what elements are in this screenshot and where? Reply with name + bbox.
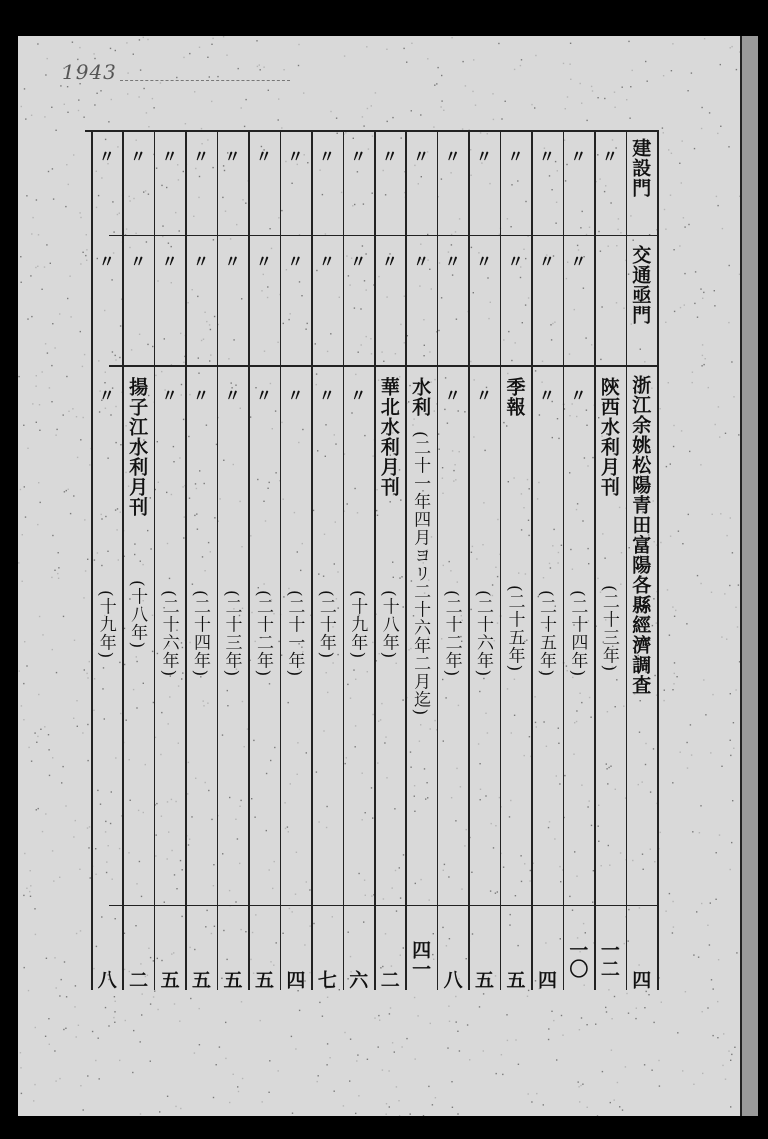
ditto-mark: 〃 — [350, 386, 367, 405]
row-title: 浙江余姚松陽青田富陽各縣經濟調査 — [629, 375, 652, 695]
column-rule — [343, 130, 345, 990]
ditto-mark: 〃 — [224, 252, 241, 271]
column-rule — [437, 130, 439, 990]
row-years: (二十四年) — [190, 590, 211, 678]
row-count: 二 — [126, 970, 149, 989]
row-years: (十八年) — [378, 590, 399, 660]
column-rule — [657, 130, 659, 990]
column-rule — [563, 130, 565, 990]
column-rule — [500, 130, 502, 990]
row-count: 五 — [251, 970, 274, 989]
category-label: 建設門 — [629, 138, 652, 198]
ditto-mark: 〃 — [161, 386, 178, 405]
row-count: 一二 — [597, 940, 620, 978]
row-years: (二十二年) — [441, 590, 462, 678]
column-rule — [185, 130, 187, 990]
ditto-mark: 〃 — [318, 386, 335, 405]
column-rule — [594, 130, 596, 990]
ditto-mark: 〃 — [381, 252, 398, 271]
ditto-mark: 〃 — [255, 147, 272, 166]
row-count: 七 — [314, 970, 337, 989]
row-count: 六 — [346, 970, 369, 989]
column-rule — [154, 130, 156, 990]
row-count: 八 — [440, 970, 463, 989]
ditto-mark: 〃 — [601, 147, 618, 166]
ditto-mark: 〃 — [444, 386, 461, 405]
ditto-mark: 〃 — [255, 252, 272, 271]
ditto-mark: 〃 — [444, 147, 461, 166]
category-rule-2 — [109, 365, 657, 367]
row-years: (十九年) — [347, 590, 368, 660]
row-count: 八 — [94, 970, 117, 989]
row-years: (二十一年) — [284, 590, 305, 678]
column-rule — [122, 130, 124, 990]
column-rule — [91, 130, 93, 990]
row-years: (二十三年) — [598, 585, 619, 673]
row-count: 五 — [189, 970, 212, 989]
row-count: 四 — [534, 970, 557, 989]
column-rule — [374, 130, 376, 990]
row-count: 四 — [629, 970, 652, 989]
ditto-mark: 〃 — [98, 147, 115, 166]
row-title: 季報 — [503, 377, 526, 417]
table-top-rule — [85, 130, 657, 132]
ditto-mark: 〃 — [287, 147, 304, 166]
ditto-mark: 〃 — [98, 386, 115, 405]
row-years: (二十年) — [315, 590, 336, 660]
row-years: (二十二年) — [252, 590, 273, 678]
row-years: (二十五年) — [535, 590, 556, 678]
ditto-mark: 〃 — [538, 386, 555, 405]
ditto-mark: 〃 — [538, 147, 555, 166]
row-years: (二十四年) — [567, 590, 588, 678]
ditto-mark: 〃 — [538, 252, 555, 271]
ditto-mark: 〃 — [98, 252, 115, 271]
ditto-mark: 〃 — [507, 252, 524, 271]
category-label: 交通亟門 — [629, 245, 652, 325]
ditto-mark: 〃 — [570, 386, 587, 405]
ditto-mark: 〃 — [350, 252, 367, 271]
ditto-mark: 〃 — [413, 147, 430, 166]
ditto-mark: 〃 — [476, 147, 493, 166]
row-count: 五 — [220, 970, 243, 989]
ditto-mark: 〃 — [570, 252, 587, 271]
row-count: 五 — [503, 970, 526, 989]
column-rule — [531, 130, 533, 990]
row-years: (二十六年) — [158, 590, 179, 678]
count-rule — [109, 905, 657, 906]
ditto-mark: 〃 — [193, 147, 210, 166]
row-count: 五 — [157, 970, 180, 989]
ditto-mark: 〃 — [130, 252, 147, 271]
ditto-mark: 〃 — [570, 147, 587, 166]
ditto-mark: 〃 — [130, 147, 147, 166]
row-years: (二十三年) — [221, 590, 242, 678]
row-title: 華北水利月刊 — [377, 377, 400, 497]
column-rule — [217, 130, 219, 990]
ditto-mark: 〃 — [287, 252, 304, 271]
row-count: 四一 — [409, 940, 432, 978]
row-count: 五 — [472, 970, 495, 989]
row-count: 一〇 — [566, 940, 589, 978]
row-years: (十九年) — [95, 590, 116, 660]
column-rule — [280, 130, 282, 990]
column-rule — [468, 130, 470, 990]
ditto-mark: 〃 — [350, 147, 367, 166]
ditto-mark: 〃 — [444, 252, 461, 271]
ditto-mark: 〃 — [255, 386, 272, 405]
ditto-mark: 〃 — [224, 147, 241, 166]
row-title: 水利 — [409, 377, 432, 417]
category-rule-1 — [109, 235, 657, 236]
row-years: (二十一年四月ヨリ二十六年二月迄) — [410, 431, 431, 717]
row-title: 揚子江水利月刊 — [126, 377, 149, 517]
ditto-mark: 〃 — [413, 252, 430, 271]
row-years: (十八年) — [127, 580, 148, 650]
row-years: (二十五年) — [504, 585, 525, 673]
ditto-mark: 〃 — [287, 386, 304, 405]
column-rule — [626, 130, 628, 990]
ditto-mark: 〃 — [161, 147, 178, 166]
ditto-mark: 〃 — [193, 386, 210, 405]
ditto-mark: 〃 — [476, 252, 493, 271]
row-count: 二 — [377, 970, 400, 989]
ditto-mark: 〃 — [476, 386, 493, 405]
ditto-mark: 〃 — [507, 147, 524, 166]
ditto-mark: 〃 — [381, 147, 398, 166]
ditto-mark: 〃 — [193, 252, 210, 271]
ditto-mark: 〃 — [318, 147, 335, 166]
column-rule — [405, 130, 407, 990]
row-title: 陝西水利月刊 — [597, 377, 620, 497]
row-years: (二十六年) — [473, 590, 494, 678]
column-rule — [311, 130, 313, 990]
column-rule — [248, 130, 250, 990]
ditto-mark: 〃 — [318, 252, 335, 271]
ditto-mark: 〃 — [161, 252, 178, 271]
ditto-mark: 〃 — [224, 386, 241, 405]
row-count: 四 — [283, 970, 306, 989]
margin-note: 1943 — [62, 60, 117, 84]
